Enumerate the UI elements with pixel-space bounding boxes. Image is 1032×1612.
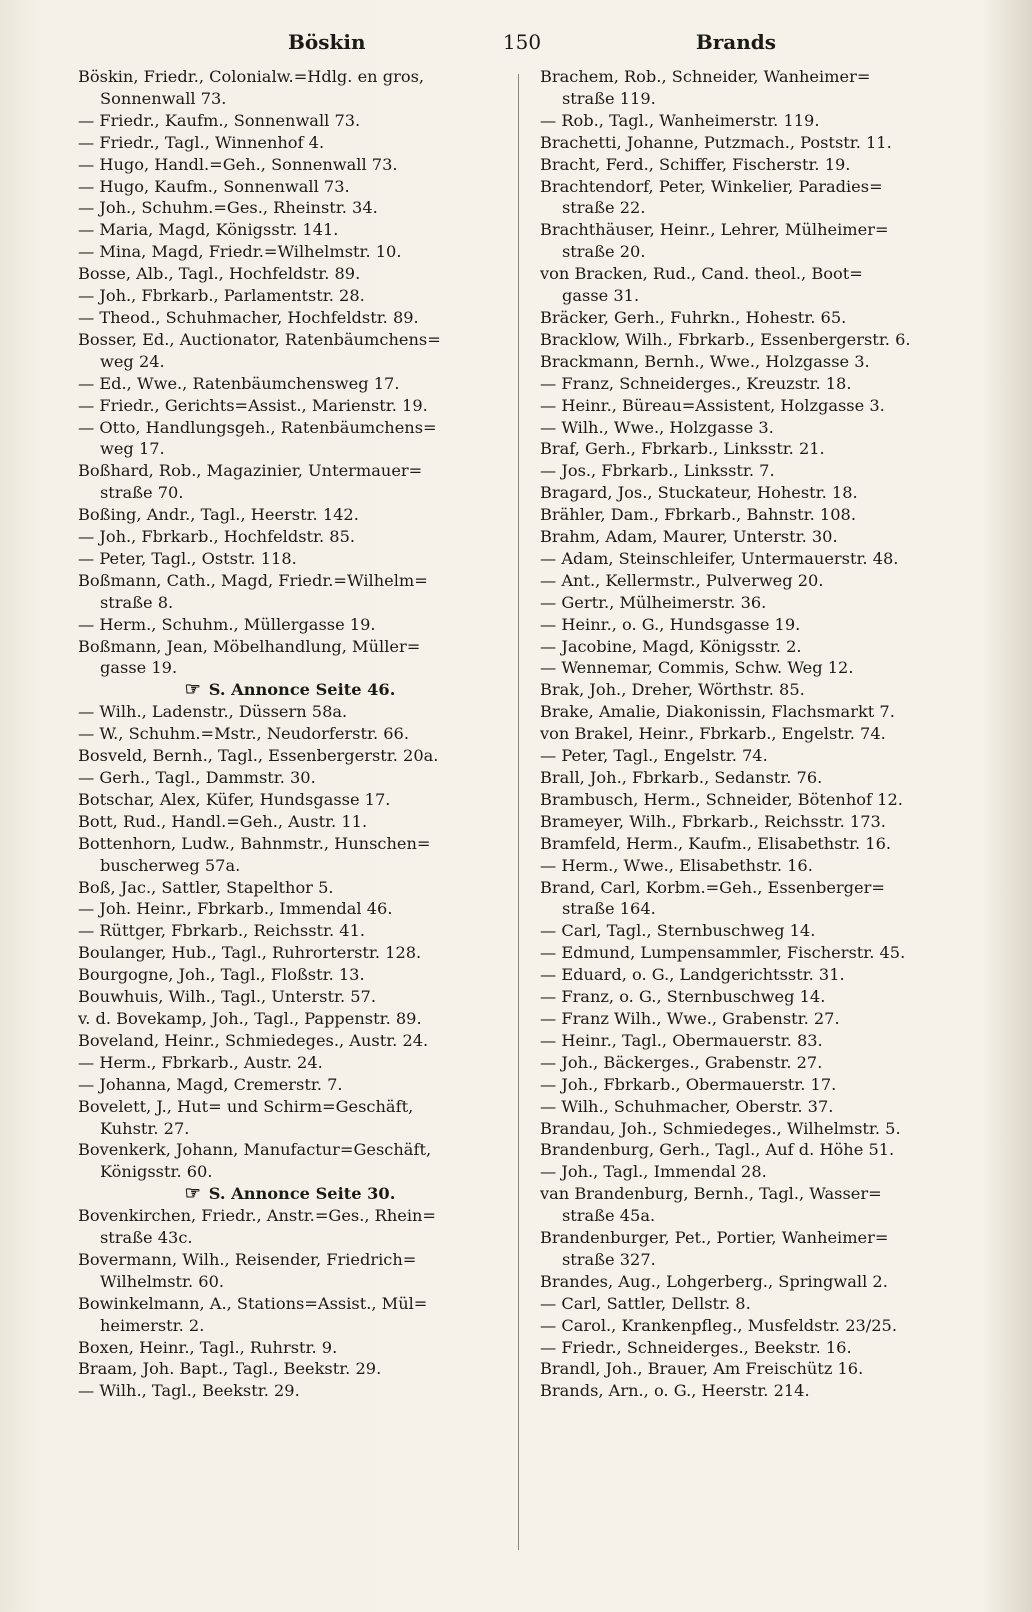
entry-line: Brambusch, Herm., Schneider, Bötenhof 12.	[540, 789, 903, 809]
directory-entry	[78, 395, 502, 417]
entry-line: — Wilh., Wwe., Holzgasse 3.	[540, 417, 774, 437]
directory-entry	[540, 745, 966, 767]
entry-line: Bowinkelmann, A., Stations=Assist., Mül=	[78, 1293, 428, 1313]
entry-line: — Heinr., Tagl., Obermauerstr. 83.	[540, 1030, 823, 1050]
directory-entry	[540, 1271, 966, 1293]
entry-line: — Wennemar, Commis, Schw. Weg 12.	[540, 658, 854, 678]
directory-entry	[540, 526, 966, 548]
entry-line: Bovenkirchen, Friedr., Anstr.=Ges., Rhein=	[78, 1206, 436, 1226]
entry-line: — Herm., Wwe., Elisabethstr. 16.	[540, 855, 813, 875]
entry-line: straße 327.	[562, 1249, 656, 1269]
entry-line: Bräcker, Gerh., Fuhrkn., Hohestr. 65.	[540, 307, 847, 327]
directory-entry	[78, 570, 502, 614]
entry-line: Brandenburger, Pet., Portier, Wanheimer=	[540, 1228, 889, 1248]
entry-line: Boßmann, Jean, Möbelhandlung, Müller=	[78, 636, 421, 656]
directory-entry	[540, 1227, 966, 1271]
entry-line: straße 45a.	[562, 1206, 656, 1226]
directory-entry	[78, 1096, 502, 1140]
entry-line: Brahm, Adam, Maurer, Unterstr. 30.	[540, 527, 838, 547]
entry-line: — Jacobine, Magd, Königsstr. 2.	[540, 636, 802, 656]
directory-entry	[540, 329, 966, 351]
entry-line: — Carol., Krankenpfleg., Musfeldstr. 23/25.	[540, 1315, 898, 1335]
entry-line: — Carl, Tagl., Sternbuschweg 14.	[540, 921, 816, 941]
directory-entry	[540, 219, 966, 263]
directory-entry	[540, 1118, 966, 1140]
entry-line: — Herm., Schuhm., Müllergasse 19.	[78, 614, 376, 634]
directory-entry	[78, 460, 502, 504]
entry-line: — Peter, Tagl., Engelstr. 74.	[540, 746, 768, 766]
entry-line: — Theod., Schuhmacher, Hochfeldstr. 89.	[78, 307, 419, 327]
directory-entry	[540, 548, 966, 570]
page-number: 150	[502, 30, 542, 54]
entry-line: Boxen, Heinr., Tagl., Ruhrstr. 9.	[78, 1337, 338, 1357]
entry-line: — Rüttger, Fbrkarb., Reichsstr. 41.	[78, 921, 366, 941]
directory-entry	[540, 789, 966, 811]
entry-line: Brameyer, Wilh., Fbrkarb., Reichsstr. 173.	[540, 811, 886, 831]
directory-entry	[540, 614, 966, 636]
entry-line: — Friedr., Tagl., Winnenhof 4.	[78, 132, 325, 152]
left-column	[78, 66, 502, 1402]
entry-line: Brake, Amalie, Diakonissin, Flachsmarkt 7.	[540, 702, 895, 722]
directory-entry	[78, 942, 502, 964]
directory-entry	[540, 701, 966, 723]
entry-line: Braam, Joh. Bapt., Tagl., Beekstr. 29.	[78, 1359, 382, 1379]
entry-line: weg 17.	[100, 439, 165, 459]
directory-entry	[540, 438, 966, 460]
directory-entry	[540, 986, 966, 1008]
entry-line: — Eduard, o. G., Landgerichtsstr. 31.	[540, 965, 845, 985]
directory-entry	[540, 1161, 966, 1183]
directory-entry	[78, 636, 502, 680]
directory-entry	[540, 1183, 966, 1227]
entry-line: — Otto, Handlungsgeh., Ratenbäumchens=	[78, 417, 437, 437]
annonce-reference	[78, 1183, 502, 1205]
entry-line: Bracht, Ferd., Schiffer, Fischerstr. 19.	[540, 154, 851, 174]
directory-entry	[540, 570, 966, 592]
entry-line: Brak, Joh., Dreher, Wörthstr. 85.	[540, 680, 805, 700]
column-divider	[518, 74, 519, 1550]
entry-line: — Franz, o. G., Sternbuschweg 14.	[540, 987, 826, 1007]
entry-line: — Peter, Tagl., Oststr. 118.	[78, 548, 297, 568]
entry-line: Botschar, Alex, Küfer, Hundsgasse 17.	[78, 789, 391, 809]
directory-entry	[78, 1052, 502, 1074]
directory-entry	[78, 329, 502, 373]
directory-entry	[540, 679, 966, 701]
entry-line: — Adam, Steinschleifer, Untermauerstr. 48.	[540, 548, 899, 568]
entry-line: Boveland, Heinr., Schmiedeges., Austr. 24.	[78, 1030, 429, 1050]
entry-line: Brachetti, Johanne, Putzmach., Poststr. 11.	[540, 132, 892, 152]
directory-entry	[78, 110, 502, 132]
directory-entry	[540, 176, 966, 220]
entry-line: Brachtendorf, Peter, Winkelier, Paradies=	[540, 176, 883, 196]
entry-line: Boulanger, Hub., Tagl., Ruhrorterstr. 128.	[78, 943, 422, 963]
columns	[78, 66, 966, 1556]
directory-entry	[78, 417, 502, 461]
directory-entry	[540, 657, 966, 679]
entry-line: — Friedr., Schneiderges., Beekstr. 16.	[540, 1337, 852, 1357]
entry-line: Boßmann, Cath., Magd, Friedr.=Wilhelm=	[78, 570, 428, 590]
entry-line: — Friedr., Kaufm., Sonnenwall 73.	[78, 110, 361, 130]
entry-line: Bosse, Alb., Tagl., Hochfeldstr. 89.	[78, 264, 361, 284]
directory-entry	[78, 964, 502, 986]
entry-line: heimerstr. 2.	[100, 1315, 205, 1335]
directory-entry	[540, 1096, 966, 1118]
directory-entry	[78, 745, 502, 767]
entry-line: Brandes, Aug., Lohgerberg., Springwall 2.	[540, 1271, 888, 1291]
entry-line: Bottenhorn, Ludw., Bahnmstr., Hunschen=	[78, 833, 431, 853]
entry-line: von Bracken, Rud., Cand. theol., Boot=	[540, 264, 863, 284]
directory-entry	[540, 767, 966, 789]
entry-line: v. d. Bovekamp, Joh., Tagl., Pappenstr. 89.	[78, 1008, 422, 1028]
entry-line: — Joh., Fbrkarb., Hochfeldstr. 85.	[78, 527, 356, 547]
directory-entry	[78, 1139, 502, 1183]
entry-line: — Joh., Fbrkarb., Obermauerstr. 17.	[540, 1074, 837, 1094]
entry-line: buscherweg 57a.	[100, 855, 241, 875]
entry-line: — Franz, Schneiderges., Kreuzstr. 18.	[540, 373, 852, 393]
entry-line: straße 20.	[562, 242, 646, 262]
entry-line: — Franz Wilh., Wwe., Grabenstr. 27.	[540, 1008, 840, 1028]
entry-line: — Rob., Tagl., Wanheimerstr. 119.	[540, 110, 820, 130]
directory-entry	[78, 1337, 502, 1359]
entry-line: Bramfeld, Herm., Kaufm., Elisabethstr. 16.	[540, 833, 892, 853]
entry-line: — Hugo, Kaufm., Sonnenwall 73.	[78, 176, 350, 196]
directory-entry	[78, 767, 502, 789]
entry-line: — Mina, Magd, Friedr.=Wilhelmstr. 10.	[78, 242, 402, 262]
directory-entry	[78, 1030, 502, 1052]
directory-entry	[78, 154, 502, 176]
entry-line: — Heinr., o. G., Hundsgasse 19.	[540, 614, 801, 634]
directory-entry	[540, 154, 966, 176]
directory-entry	[78, 1074, 502, 1096]
entry-line: — Johanna, Magd, Cremerstr. 7.	[78, 1074, 343, 1094]
entry-line: Brackmann, Bernh., Wwe., Holzgasse 3.	[540, 351, 870, 371]
directory-entry	[78, 1008, 502, 1030]
directory-entry	[540, 942, 966, 964]
directory-entry	[78, 307, 502, 329]
entry-line: — Joh. Heinr., Fbrkarb., Immendal 46.	[78, 899, 393, 919]
directory-entry	[78, 285, 502, 307]
entry-line: — Joh., Fbrkarb., Parlamentstr. 28.	[78, 286, 365, 306]
entry-line: Kuhstr. 27.	[100, 1118, 190, 1138]
entry-line: von Brakel, Heinr., Fbrkarb., Engelstr. 74.	[540, 724, 886, 744]
directory-entry	[540, 1139, 966, 1161]
entry-line: Brandl, Joh., Brauer, Am Freischütz 16.	[540, 1359, 864, 1379]
entry-line: — Gertr., Mülheimerstr. 36.	[540, 592, 767, 612]
entry-line: — Joh., Tagl., Immendal 28.	[540, 1162, 767, 1182]
entry-line: Brachthäuser, Heinr., Lehrer, Mülheimer=	[540, 220, 889, 240]
entry-line: Bracklow, Wilh., Fbrkarb., Essenbergerstr. 6.	[540, 329, 911, 349]
directory-entry	[78, 811, 502, 833]
entry-line: — W., Schuhm.=Mstr., Neudorferstr. 66.	[78, 724, 409, 744]
annonce-text: S. Annonce Seite 30.	[208, 1184, 396, 1204]
directory-entry	[78, 723, 502, 745]
entry-line: straße 8.	[100, 592, 174, 612]
pointing-hand-icon: ☞	[184, 1183, 201, 1205]
entry-line: Sonnenwall 73.	[100, 88, 227, 108]
entry-line: — Joh., Bäckerges., Grabenstr. 27.	[540, 1052, 823, 1072]
directory-entry	[78, 526, 502, 548]
entry-line: Bovermann, Wilh., Reisender, Friedrich=	[78, 1249, 417, 1269]
directory-entry	[540, 1030, 966, 1052]
directory-entry	[540, 1358, 966, 1380]
directory-entry	[78, 1205, 502, 1249]
directory-entry	[540, 307, 966, 329]
entry-line: van Brandenburg, Bernh., Tagl., Wasser=	[540, 1184, 882, 1204]
entry-line: — Jos., Fbrkarb., Linksstr. 7.	[540, 461, 775, 481]
entry-line: Brand, Carl, Korbm.=Geh., Essenberger=	[540, 877, 885, 897]
entry-line: Braf, Gerh., Fbrkarb., Linksstr. 21.	[540, 439, 825, 459]
directory-entry	[78, 263, 502, 285]
entry-line: gasse 31.	[562, 286, 640, 306]
right-column	[540, 66, 966, 1402]
directory-entry	[540, 1380, 966, 1402]
entry-line: Bott, Rud., Handl.=Geh., Austr. 11.	[78, 811, 368, 831]
entry-line: gasse 19.	[100, 658, 178, 678]
directory-entry	[540, 1008, 966, 1030]
entry-line: straße 22.	[562, 198, 646, 218]
directory-entry	[78, 176, 502, 198]
entry-line: Bovenkerk, Johann, Manufactur=Geschäft,	[78, 1140, 432, 1160]
directory-entry	[540, 351, 966, 373]
directory-entry	[540, 66, 966, 110]
directory-entry	[78, 548, 502, 570]
directory-entry	[78, 898, 502, 920]
directory-entry	[78, 1249, 502, 1293]
entry-line: Brachem, Rob., Schneider, Wanheimer=	[540, 67, 871, 86]
entry-line: Brall, Joh., Fbrkarb., Sedanstr. 76.	[540, 768, 823, 787]
directory-entry	[78, 373, 502, 395]
entry-line: — Heinr., Büreau=Assistent, Holzgasse 3.	[540, 395, 885, 415]
annonce-reference	[78, 679, 502, 701]
directory-entry	[540, 1315, 966, 1337]
directory-entry	[540, 132, 966, 154]
directory-entry	[540, 833, 966, 855]
entry-line: Böskin, Friedr., Colonialw.=Hdlg. en gros,	[78, 67, 425, 86]
directory-entry	[78, 1293, 502, 1337]
directory-entry	[78, 1358, 502, 1380]
entry-line: — Ant., Kellermstr., Pulverweg 20.	[540, 570, 824, 590]
directory-entry	[78, 219, 502, 241]
entry-line: straße 119.	[562, 88, 656, 108]
directory-entry	[540, 373, 966, 395]
directory-entry	[78, 920, 502, 942]
entry-line: — Wilh., Ladenstr., Düssern 58a.	[78, 702, 348, 722]
directory-entry	[540, 460, 966, 482]
directory-entry	[540, 110, 966, 132]
entry-line: — Hugo, Handl.=Geh., Sonnenwall 73.	[78, 154, 398, 174]
directory-entry	[540, 592, 966, 614]
entry-line: Brähler, Dam., Fbrkarb., Bahnstr. 108.	[540, 505, 856, 525]
entry-line: Brandenburg, Gerh., Tagl., Auf d. Höhe 51.	[540, 1140, 895, 1160]
directory-entry	[78, 504, 502, 526]
directory-entry	[78, 197, 502, 219]
directory-entry	[78, 986, 502, 1008]
entry-line: Bosser, Ed., Auctionator, Ratenbäumchens=	[78, 329, 441, 349]
entry-line: — Carl, Sattler, Dellstr. 8.	[540, 1293, 751, 1313]
directory-entry	[540, 877, 966, 921]
entry-line: — Maria, Magd, Königsstr. 141.	[78, 220, 339, 240]
entry-line: — Wilh., Schuhmacher, Oberstr. 37.	[540, 1096, 834, 1116]
entry-line: Wilhelmstr. 60.	[100, 1271, 225, 1291]
entry-line: Königsstr. 60.	[100, 1162, 213, 1182]
entry-line: — Friedr., Gerichts=Assist., Marienstr. 19.	[78, 395, 428, 415]
entry-line: — Herm., Fbrkarb., Austr. 24.	[78, 1052, 323, 1072]
directory-entry	[540, 417, 966, 439]
annonce-text: S. Annonce Seite 46.	[208, 680, 396, 700]
directory-entry	[540, 395, 966, 417]
entry-line: Boßing, Andr., Tagl., Heerstr. 142.	[78, 505, 359, 525]
directory-entry	[540, 1074, 966, 1096]
entry-line: — Ed., Wwe., Ratenbäumchensweg 17.	[78, 373, 400, 393]
directory-entry	[540, 964, 966, 986]
entry-line: — Wilh., Tagl., Beekstr. 29.	[78, 1381, 300, 1401]
directory-entry	[78, 614, 502, 636]
directory-entry	[540, 636, 966, 658]
directory-entry	[540, 855, 966, 877]
entry-line: Bosveld, Bernh., Tagl., Essenbergerstr. 20a.	[78, 746, 439, 766]
directory-entry	[540, 811, 966, 833]
directory-entry	[540, 482, 966, 504]
entry-line: — Joh., Schuhm.=Ges., Rheinstr. 34.	[78, 198, 378, 218]
entry-line: Brands, Arn., o. G., Heerstr. 214.	[540, 1381, 810, 1401]
directory-entry	[540, 920, 966, 942]
entry-line: Bovelett, J., Hut= und Schirm=Geschäft,	[78, 1096, 414, 1116]
directory-entry	[78, 789, 502, 811]
page-header	[78, 24, 966, 60]
pointing-hand-icon: ☞	[184, 679, 201, 701]
directory-entry	[78, 132, 502, 154]
entry-line: Boßhard, Rob., Magazinier, Untermauer=	[78, 461, 423, 481]
directory-entry	[540, 263, 966, 307]
entry-line: — Gerh., Tagl., Dammstr. 30.	[78, 768, 316, 787]
directory-entry	[540, 1337, 966, 1359]
entry-line: Brandau, Joh., Schmiedeges., Wilhelmstr. 5.	[540, 1118, 901, 1138]
entry-line: — Edmund, Lumpensammler, Fischerstr. 45.	[540, 943, 906, 963]
entry-line: Bourgogne, Joh., Tagl., Floßstr. 13.	[78, 965, 365, 985]
directory-entry	[78, 66, 502, 110]
directory-entry	[540, 723, 966, 745]
entry-line: weg 24.	[100, 351, 165, 371]
directory-entry	[78, 241, 502, 263]
directory-entry	[78, 1380, 502, 1402]
header-right-keyword: Brands	[695, 30, 776, 54]
directory-entry	[78, 833, 502, 877]
directory-entry	[78, 877, 502, 899]
directory-entry	[540, 1052, 966, 1074]
directory-entry	[540, 1293, 966, 1315]
entry-line: straße 43c.	[100, 1228, 193, 1248]
directory-entry	[78, 701, 502, 723]
header-left-keyword: Böskin	[288, 30, 366, 54]
entry-line: straße 164.	[562, 899, 656, 919]
entry-line: Boß, Jac., Sattler, Stapelthor 5.	[78, 877, 334, 897]
entry-line: straße 70.	[100, 483, 184, 503]
directory-entry	[540, 504, 966, 526]
entry-line: Bouwhuis, Wilh., Tagl., Unterstr. 57.	[78, 987, 376, 1007]
entry-line: Bragard, Jos., Stuckateur, Hohestr. 18.	[540, 483, 858, 503]
